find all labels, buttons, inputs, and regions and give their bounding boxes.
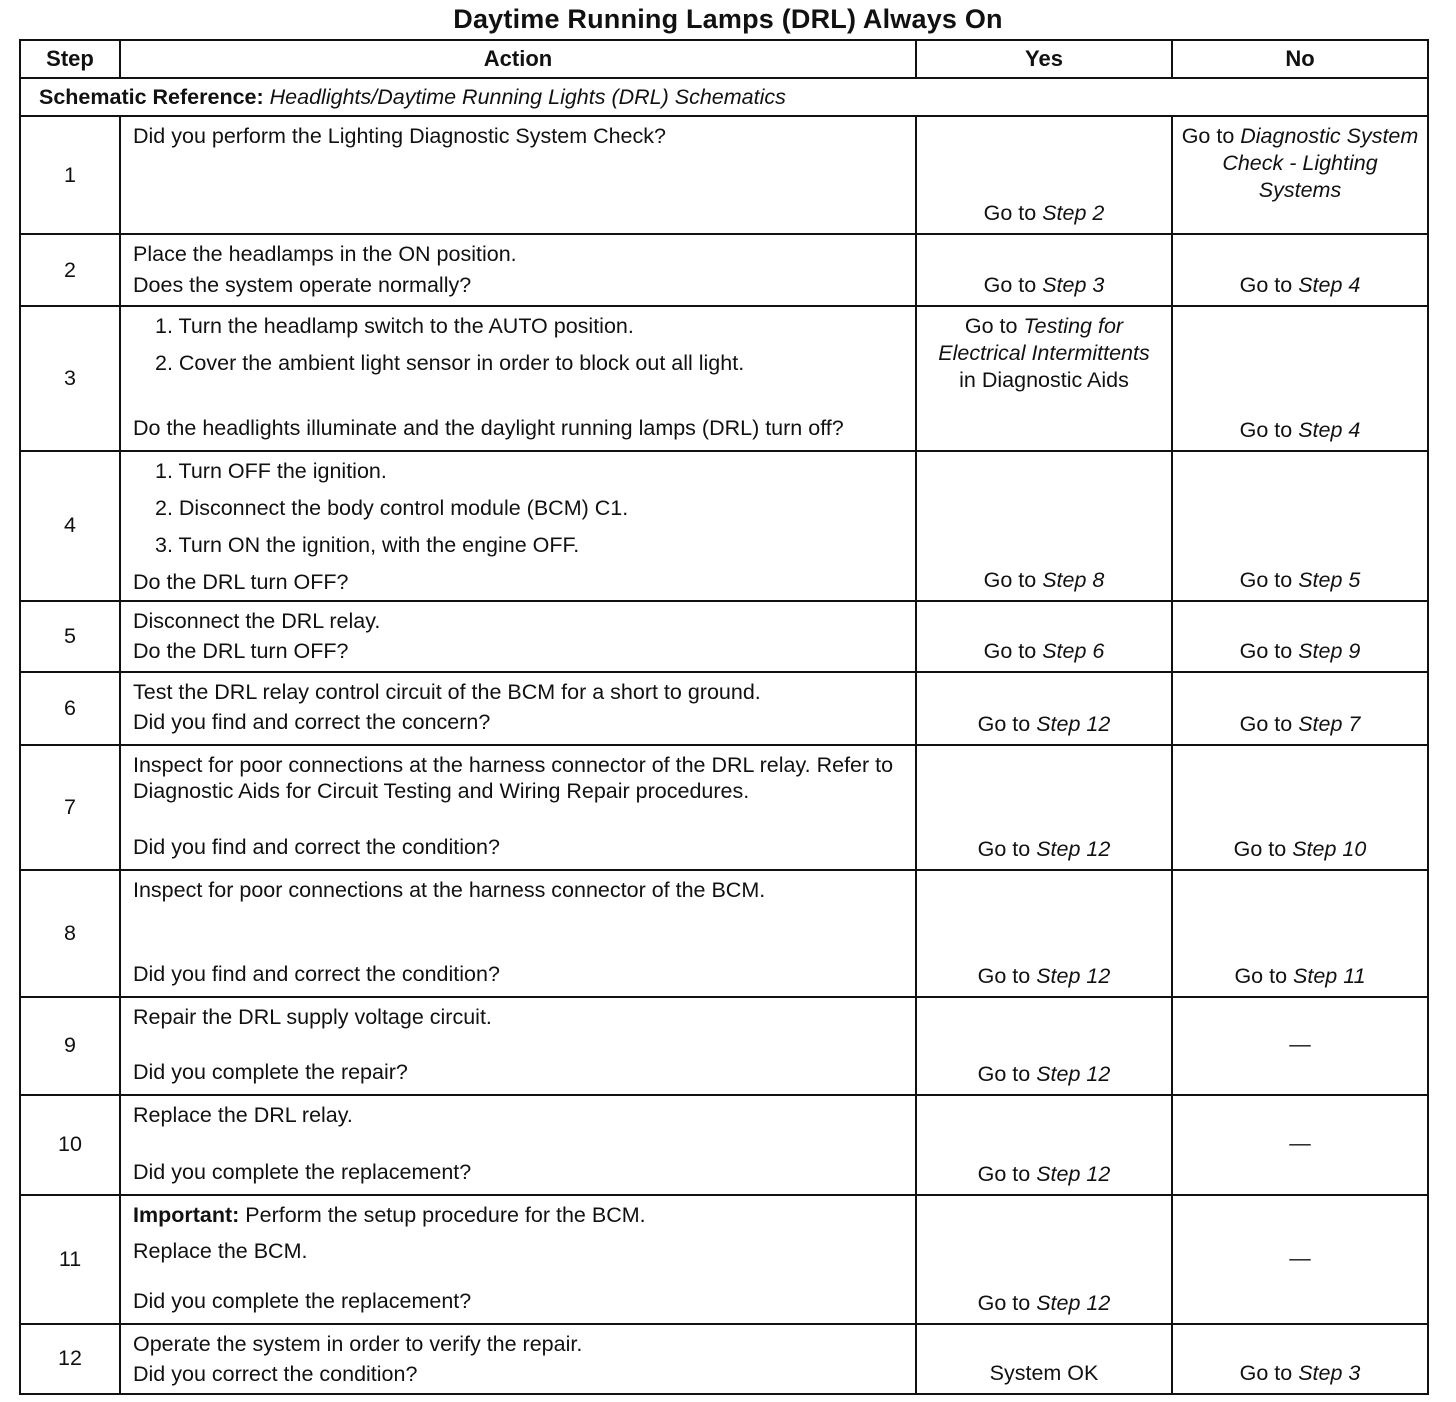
goto-link[interactable]: Step 12	[1036, 711, 1111, 736]
table-row	[20, 1095, 1428, 1195]
goto-prefix: Go to	[1239, 1360, 1299, 1385]
no-cell	[1172, 870, 1428, 997]
schematic-reference-row	[20, 78, 1428, 116]
action-line	[133, 495, 903, 522]
action-text: Place the headlamps in the ON position.	[133, 242, 517, 266]
action-instructions	[133, 1004, 903, 1035]
action-instructions	[133, 123, 903, 154]
yes-cell	[916, 116, 1172, 234]
step-number: 5	[20, 601, 120, 672]
yes-cell	[916, 672, 1172, 745]
action-question: Does the system operate normally?	[133, 272, 472, 297]
step-action	[120, 1095, 916, 1195]
goto-link[interactable]: Step 11	[1293, 963, 1366, 988]
goto-prefix: Go to	[1233, 836, 1293, 861]
no-cell	[1172, 1195, 1428, 1324]
goto-prefix: Go to	[983, 567, 1043, 592]
action-line	[133, 1202, 903, 1229]
action-text: 3. Turn ON the ignition, with the engine OFF.	[155, 532, 580, 557]
action-instructions	[133, 458, 903, 569]
table-row	[20, 1324, 1428, 1394]
action-content	[133, 1004, 903, 1090]
step-number: 4	[20, 451, 120, 601]
action-line	[133, 458, 903, 485]
step-rows	[20, 116, 1428, 1394]
goto-link[interactable]: Step 6	[1042, 638, 1105, 663]
action-line	[133, 532, 903, 559]
step-action	[120, 1195, 916, 1324]
goto-prefix: Go to	[977, 1161, 1037, 1186]
important-label: Important:	[133, 1202, 240, 1227]
goto-prefix: Go to	[977, 963, 1037, 988]
action-content	[133, 608, 903, 670]
no-cell	[1172, 451, 1428, 601]
action-line	[133, 1004, 903, 1031]
action-line	[133, 608, 903, 635]
page-title: Daytime Running Lamps (DRL) Always On	[453, 4, 1003, 34]
goto-link[interactable]: Step 7	[1298, 711, 1361, 736]
step-action	[120, 1324, 916, 1394]
goto-prefix: Go to	[983, 201, 1043, 226]
header-yes: Yes	[916, 40, 1172, 78]
action-instructions	[133, 608, 903, 639]
action-line	[133, 123, 903, 150]
goto-link[interactable]: Step 5	[1298, 567, 1361, 592]
goto-prefix: Go to	[1239, 273, 1299, 298]
action-content	[133, 241, 903, 303]
step-number: 2	[20, 234, 120, 306]
yes-cell	[916, 997, 1172, 1095]
action-line	[133, 313, 903, 340]
step-action	[120, 870, 916, 997]
action-text: Replace the DRL relay.	[133, 1102, 353, 1127]
action-question: Did you complete the replacement?	[133, 1159, 472, 1184]
action-text: Did you perform the Lighting Diagnostic System Check?	[133, 124, 666, 148]
yes-cell	[916, 1095, 1172, 1195]
table-row	[20, 745, 1428, 870]
action-line	[133, 1102, 903, 1129]
no-cell	[1172, 997, 1428, 1095]
step-action	[120, 234, 916, 306]
goto-prefix: Go to	[1234, 963, 1294, 988]
action-line	[133, 752, 903, 806]
action-instructions	[133, 1102, 903, 1133]
step-number: 6	[20, 672, 120, 745]
action-line	[133, 241, 903, 268]
yes-cell	[916, 870, 1172, 997]
yes-cell	[916, 1324, 1172, 1394]
yes-cell	[916, 234, 1172, 306]
step-action	[120, 451, 916, 601]
goto-link[interactable]: Testing for Electrical Intermittents	[938, 314, 1150, 365]
step-number: 3	[20, 306, 120, 451]
action-instructions	[133, 241, 903, 272]
action-text: Perform the setup procedure for the BCM.	[245, 1202, 646, 1227]
goto-prefix: Go to	[977, 711, 1037, 736]
action-instructions	[133, 877, 903, 908]
goto-suffix: in Diagnostic Aids	[959, 367, 1129, 392]
table-row	[20, 997, 1428, 1095]
header-no: No	[1172, 40, 1428, 78]
diagnostic-table	[19, 39, 1429, 1395]
action-instructions	[133, 752, 903, 810]
no-cell	[1172, 745, 1428, 870]
action-question: Did you find and correct the concern?	[133, 710, 491, 735]
action-question: Did you find and correct the condition?	[133, 834, 500, 859]
goto-link[interactable]: Step 12	[1036, 963, 1111, 988]
action-content	[133, 752, 903, 865]
table-row	[20, 601, 1428, 672]
action-question: Do the DRL turn OFF?	[133, 639, 349, 664]
yes-cell	[916, 745, 1172, 870]
goto-link[interactable]: Step 10	[1292, 836, 1367, 861]
table-row	[20, 870, 1428, 997]
goto-prefix: Go to	[977, 836, 1037, 861]
action-content	[133, 1102, 903, 1190]
action-line	[133, 1331, 903, 1358]
header-action: Action	[120, 40, 916, 78]
empty-dash: —	[1289, 1032, 1311, 1057]
table-row	[20, 234, 1428, 306]
schematic-reference	[20, 78, 1428, 116]
action-line	[133, 877, 903, 904]
action-content	[133, 1331, 903, 1393]
step-action	[120, 745, 916, 870]
yes-cell	[916, 1195, 1172, 1324]
action-content	[133, 679, 903, 741]
step-number: 12	[20, 1324, 120, 1394]
no-cell	[1172, 116, 1428, 234]
action-line	[133, 350, 903, 377]
goto-link[interactable]: Step 8	[1042, 567, 1105, 592]
action-line	[133, 1238, 903, 1265]
table-row	[20, 451, 1428, 601]
goto-link[interactable]: Step 12	[1036, 1161, 1111, 1186]
yes-cell	[916, 306, 1172, 451]
action-text: 2. Disconnect the body control module (BCM) C1.	[155, 495, 629, 520]
goto-link[interactable]: Step 12	[1036, 1061, 1111, 1086]
goto-prefix: Go to	[977, 1061, 1037, 1086]
action-question: Did you find and correct the condition?	[133, 961, 500, 986]
step-action	[120, 997, 916, 1095]
action-text: 2. Cover the ambient light sensor in order to block out all light.	[155, 350, 745, 375]
action-content	[133, 123, 903, 229]
step-number: 10	[20, 1095, 120, 1195]
action-question: Did you complete the repair?	[133, 1059, 408, 1084]
table-row	[20, 306, 1428, 451]
goto-prefix: Go to	[983, 638, 1043, 663]
step-action	[120, 601, 916, 672]
table-row	[20, 1195, 1428, 1324]
no-cell	[1172, 1095, 1428, 1195]
no-cell	[1172, 234, 1428, 306]
goto-prefix: Go to	[1239, 638, 1299, 663]
no-cell	[1172, 672, 1428, 745]
goto-prefix: Go to	[983, 273, 1043, 298]
schematic-reference-link[interactable]: Headlights/Daytime Running Lights (DRL) Schematics	[269, 84, 786, 109]
action-text: Disconnect the DRL relay.	[133, 608, 381, 633]
goto-link[interactable]: Step 12	[1036, 1290, 1111, 1315]
goto-link[interactable]: Step 4	[1298, 273, 1361, 298]
schematic-reference-label: Schematic Reference:	[39, 84, 264, 109]
action-question: Did you correct the condition?	[133, 1362, 418, 1387]
action-line	[133, 679, 903, 706]
action-question: Do the DRL turn OFF?	[133, 569, 349, 594]
action-question: Did you complete the replacement?	[133, 1288, 472, 1313]
step-action	[120, 306, 916, 451]
step-number: 7	[20, 745, 120, 870]
action-text: 1. Turn the headlamp switch to the AUTO position.	[155, 314, 634, 338]
action-text: Test the DRL relay control circuit of the BCM for a short to ground.	[133, 679, 761, 704]
no-cell	[1172, 1324, 1428, 1394]
action-text: Operate the system in order to verify the repair.	[133, 1331, 583, 1356]
goto-suffix: System OK	[989, 1360, 1099, 1385]
goto-link[interactable]: Step 3	[1298, 1360, 1361, 1385]
action-instructions	[133, 1331, 903, 1362]
table-row	[20, 116, 1428, 234]
yes-cell	[916, 451, 1172, 601]
action-content	[133, 458, 903, 600]
step-number: 11	[20, 1195, 120, 1324]
action-text: Replace the BCM.	[133, 1239, 308, 1264]
step-action	[120, 672, 916, 745]
goto-link[interactable]: Step 12	[1036, 836, 1111, 861]
step-number: 8	[20, 870, 120, 997]
empty-dash: —	[1289, 1131, 1311, 1156]
goto-link[interactable]: Step 9	[1298, 638, 1361, 663]
action-content	[133, 877, 903, 992]
yes-cell	[916, 601, 1172, 672]
header-step: Step	[20, 40, 120, 78]
action-text: Inspect for poor connections at the harness connector of the DRL relay. Refer to Diagnostic Aids for Circuit Testing and Wiring Repair procedures.	[133, 752, 894, 804]
header-row	[20, 40, 1428, 78]
action-instructions	[133, 313, 903, 387]
action-content	[133, 313, 903, 446]
goto-prefix: Go to	[1239, 418, 1299, 443]
no-cell	[1172, 601, 1428, 672]
goto-link[interactable]: Step 4	[1298, 418, 1361, 443]
empty-dash: —	[1289, 1245, 1311, 1270]
goto-prefix: Go to	[977, 1290, 1037, 1315]
action-instructions	[133, 679, 903, 710]
table-row	[20, 672, 1428, 745]
goto-link[interactable]: Step 2	[1042, 201, 1105, 226]
goto-prefix: Go to	[1181, 124, 1241, 148]
action-text: Inspect for poor connections at the harness connector of the BCM.	[133, 877, 766, 902]
step-number: 9	[20, 997, 120, 1095]
goto-link[interactable]: Step 3	[1042, 273, 1105, 298]
no-cell	[1172, 306, 1428, 451]
goto-link[interactable]: Diagnostic System Check - Lighting Systems	[1222, 124, 1419, 202]
goto-prefix: Go to	[964, 314, 1024, 338]
action-text: 1. Turn OFF the ignition.	[155, 459, 387, 483]
goto-prefix: Go to	[1239, 567, 1299, 592]
action-content	[133, 1202, 903, 1319]
action-instructions	[133, 1202, 903, 1270]
action-text: Repair the DRL supply voltage circuit.	[133, 1004, 492, 1029]
goto-prefix: Go to	[1239, 711, 1299, 736]
step-number: 1	[20, 116, 120, 234]
step-action	[120, 116, 916, 234]
action-question: Do the headlights illuminate and the daylight running lamps (DRL) turn off?	[133, 416, 844, 441]
